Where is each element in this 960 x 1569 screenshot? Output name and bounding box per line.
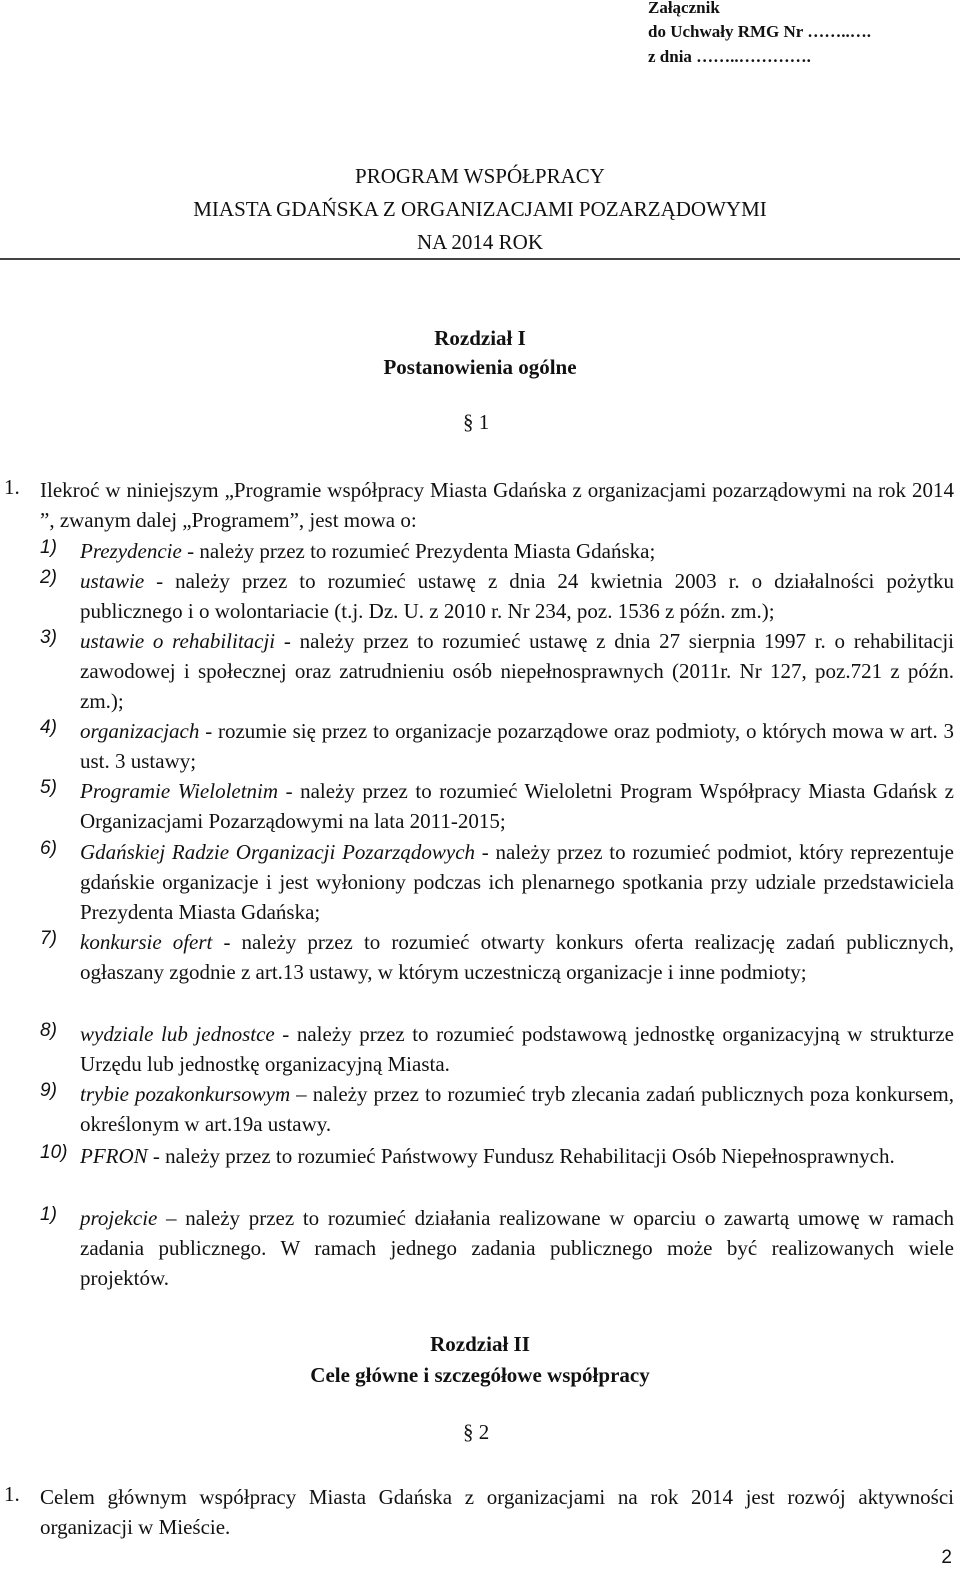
intro-number: 1.: [4, 475, 20, 499]
definitions-list: [0, 536, 960, 1293]
resolution-date: z dnia ……..………….: [648, 47, 811, 66]
item-body: [80, 1141, 954, 1171]
item-number: 3): [40, 627, 57, 648]
title-line-1: PROGRAM WSPÓŁPRACY: [355, 164, 605, 188]
item-body: [80, 1019, 954, 1079]
item-number: 1): [40, 1204, 57, 1225]
item-text: - należy przez to rozumieć Państwowy Fundusz Rehabilitacji Osób Niepełnosprawnych.: [147, 1144, 895, 1168]
attachment-label: Załącznik: [648, 0, 720, 17]
item-text: – należy przez to rozumieć działania realizowane w oparciu o zawartą umowę w ramach zadania publicznego. W ramach jednego zadania publicznego może być realizowanych wiele projektów.: [80, 1206, 954, 1291]
intro-paragraph: [40, 475, 954, 535]
section-1-mark: § 1: [463, 410, 490, 434]
item-number: 8): [40, 1020, 57, 1041]
item-term: PFRON: [80, 1144, 148, 1168]
item-body: [80, 1079, 954, 1139]
paragraph-number: 1.: [4, 1482, 20, 1506]
resolution-reference: do Uchwały RMG Nr ……..….: [648, 22, 872, 41]
list-item: [0, 837, 960, 927]
chapter-1-heading: Rozdział I: [434, 326, 526, 350]
title-line-3: NA 2014 ROK: [416, 230, 543, 254]
list-item: [0, 1079, 960, 1141]
list-item: [0, 1203, 960, 1293]
item-number: 7): [40, 928, 57, 949]
item-body: [80, 927, 954, 987]
item-text: - należy przez to rozumieć otwarty konkurs oferta realizację zadań publicznych, ogłaszany zgodnie z art.13 ustawy, w którym uczestniczą organizacje i inne podmioty;: [80, 930, 954, 985]
item-text: - należy przez to rozumieć Prezydenta Miasta Gdańska;: [181, 539, 656, 563]
item-number: 9): [40, 1080, 57, 1101]
item-body: [80, 626, 954, 717]
item-body: [80, 716, 954, 776]
item-number: 10): [40, 1142, 68, 1163]
list-item: [0, 1141, 960, 1203]
item-number: 4): [40, 717, 57, 738]
chapter-2-heading: Rozdział II: [430, 1332, 530, 1356]
section-2-mark: § 2: [463, 1420, 490, 1444]
title-rule: [0, 258, 960, 260]
page-number: 2: [941, 1547, 952, 1568]
goal-text: Celem głównym współpracy Miasta Gdańska z organizacjami na rok 2014 jest rozwój aktywności organizacji w Mieście.: [40, 1485, 954, 1540]
item-body: [80, 1203, 954, 1294]
list-item: [0, 927, 960, 1019]
item-term: Prezydencie: [80, 539, 182, 563]
item-term: konkursie ofert: [80, 930, 213, 954]
item-text: - należy przez to rozumieć ustawę z dnia 27 sierpnia 1997 r. o rehabilitacji zawodowej i społecznej oraz zatrudnieniu osób niepełnosprawnych (2011r. Nr 127, poz.721 z późn. zm.);: [80, 629, 954, 714]
item-term: ustawie o rehabilitacji: [80, 629, 276, 653]
item-text: – należy przez to rozumieć tryb zlecania zadań publicznych poza konkursem, określonym w art.19a ustawy.: [80, 1082, 954, 1137]
item-number: 1): [40, 537, 57, 558]
intro-text: Ilekroć w niniejszym „Programie współpracy Miasta Gdańska z organizacjami pozarządowymi na rok 2014 ”, zwanym dalej „Programem”, jest mowa o:: [40, 478, 954, 533]
item-text: - należy przez to rozumieć ustawę z dnia 24 kwietnia 2003 r. o działalności pożytku publicznego i o wolontariacie (t.j. Dz. U. z 2010 r. Nr 234, poz. 1536 z późn. zm.);: [80, 569, 954, 624]
list-item: [0, 776, 960, 837]
item-term: organizacjach: [80, 719, 200, 743]
item-body: [80, 776, 954, 836]
list-item: [0, 1019, 960, 1079]
item-number: 6): [40, 838, 57, 859]
list-item: [0, 626, 960, 716]
item-text: - należy przez to rozumieć Wieloletni Program Współpracy Miasta Gdańsk z Organizacjami Pozarządowymi na lata 2011-2015;: [80, 779, 954, 834]
item-body: [80, 536, 954, 566]
item-text: - należy przez to rozumieć podstawową jednostkę organizacyjną w strukturze Urzędu lub jednostkę organizacyjną Miasta.: [80, 1022, 954, 1077]
item-text: - rozumie się przez to organizacje pozarządowe oraz podmioty, o których mowa w art. 3 ust. 3 ustawy;: [80, 719, 954, 774]
title-line-2: MIASTA GDAŃSKA Z ORGANIZACJAMI POZARZĄDOWYMI: [193, 197, 767, 221]
item-term: Gdańskiej Radzie Organizacji Pozarządowych: [80, 840, 476, 864]
list-item: [0, 566, 960, 626]
chapter-1-subheading: Postanowienia ogólne: [383, 355, 577, 379]
list-item: [0, 716, 960, 776]
item-term: ustawie: [80, 569, 145, 593]
item-term: Programie Wieloletnim: [80, 779, 279, 803]
chapter-2-subheading: Cele główne i szczegółowe współpracy: [310, 1363, 650, 1387]
goal-paragraph: [40, 1482, 954, 1542]
item-number: 5): [40, 777, 57, 798]
item-number: 2): [40, 567, 57, 588]
item-body: [80, 566, 954, 626]
item-term: trybie pozakonkursowym: [80, 1082, 291, 1106]
item-term: wydziale lub jednostce: [80, 1022, 275, 1046]
item-text: - należy przez to rozumieć podmiot, który reprezentuje gdańskie organizacje i jest wyłoniony podczas ich plenarnego spotkania przy udziale przedstawiciela Prezydenta Miasta Gdańska;: [80, 840, 954, 925]
list-item: [0, 536, 960, 566]
item-body: [80, 837, 954, 928]
item-term: projekcie: [80, 1206, 158, 1230]
